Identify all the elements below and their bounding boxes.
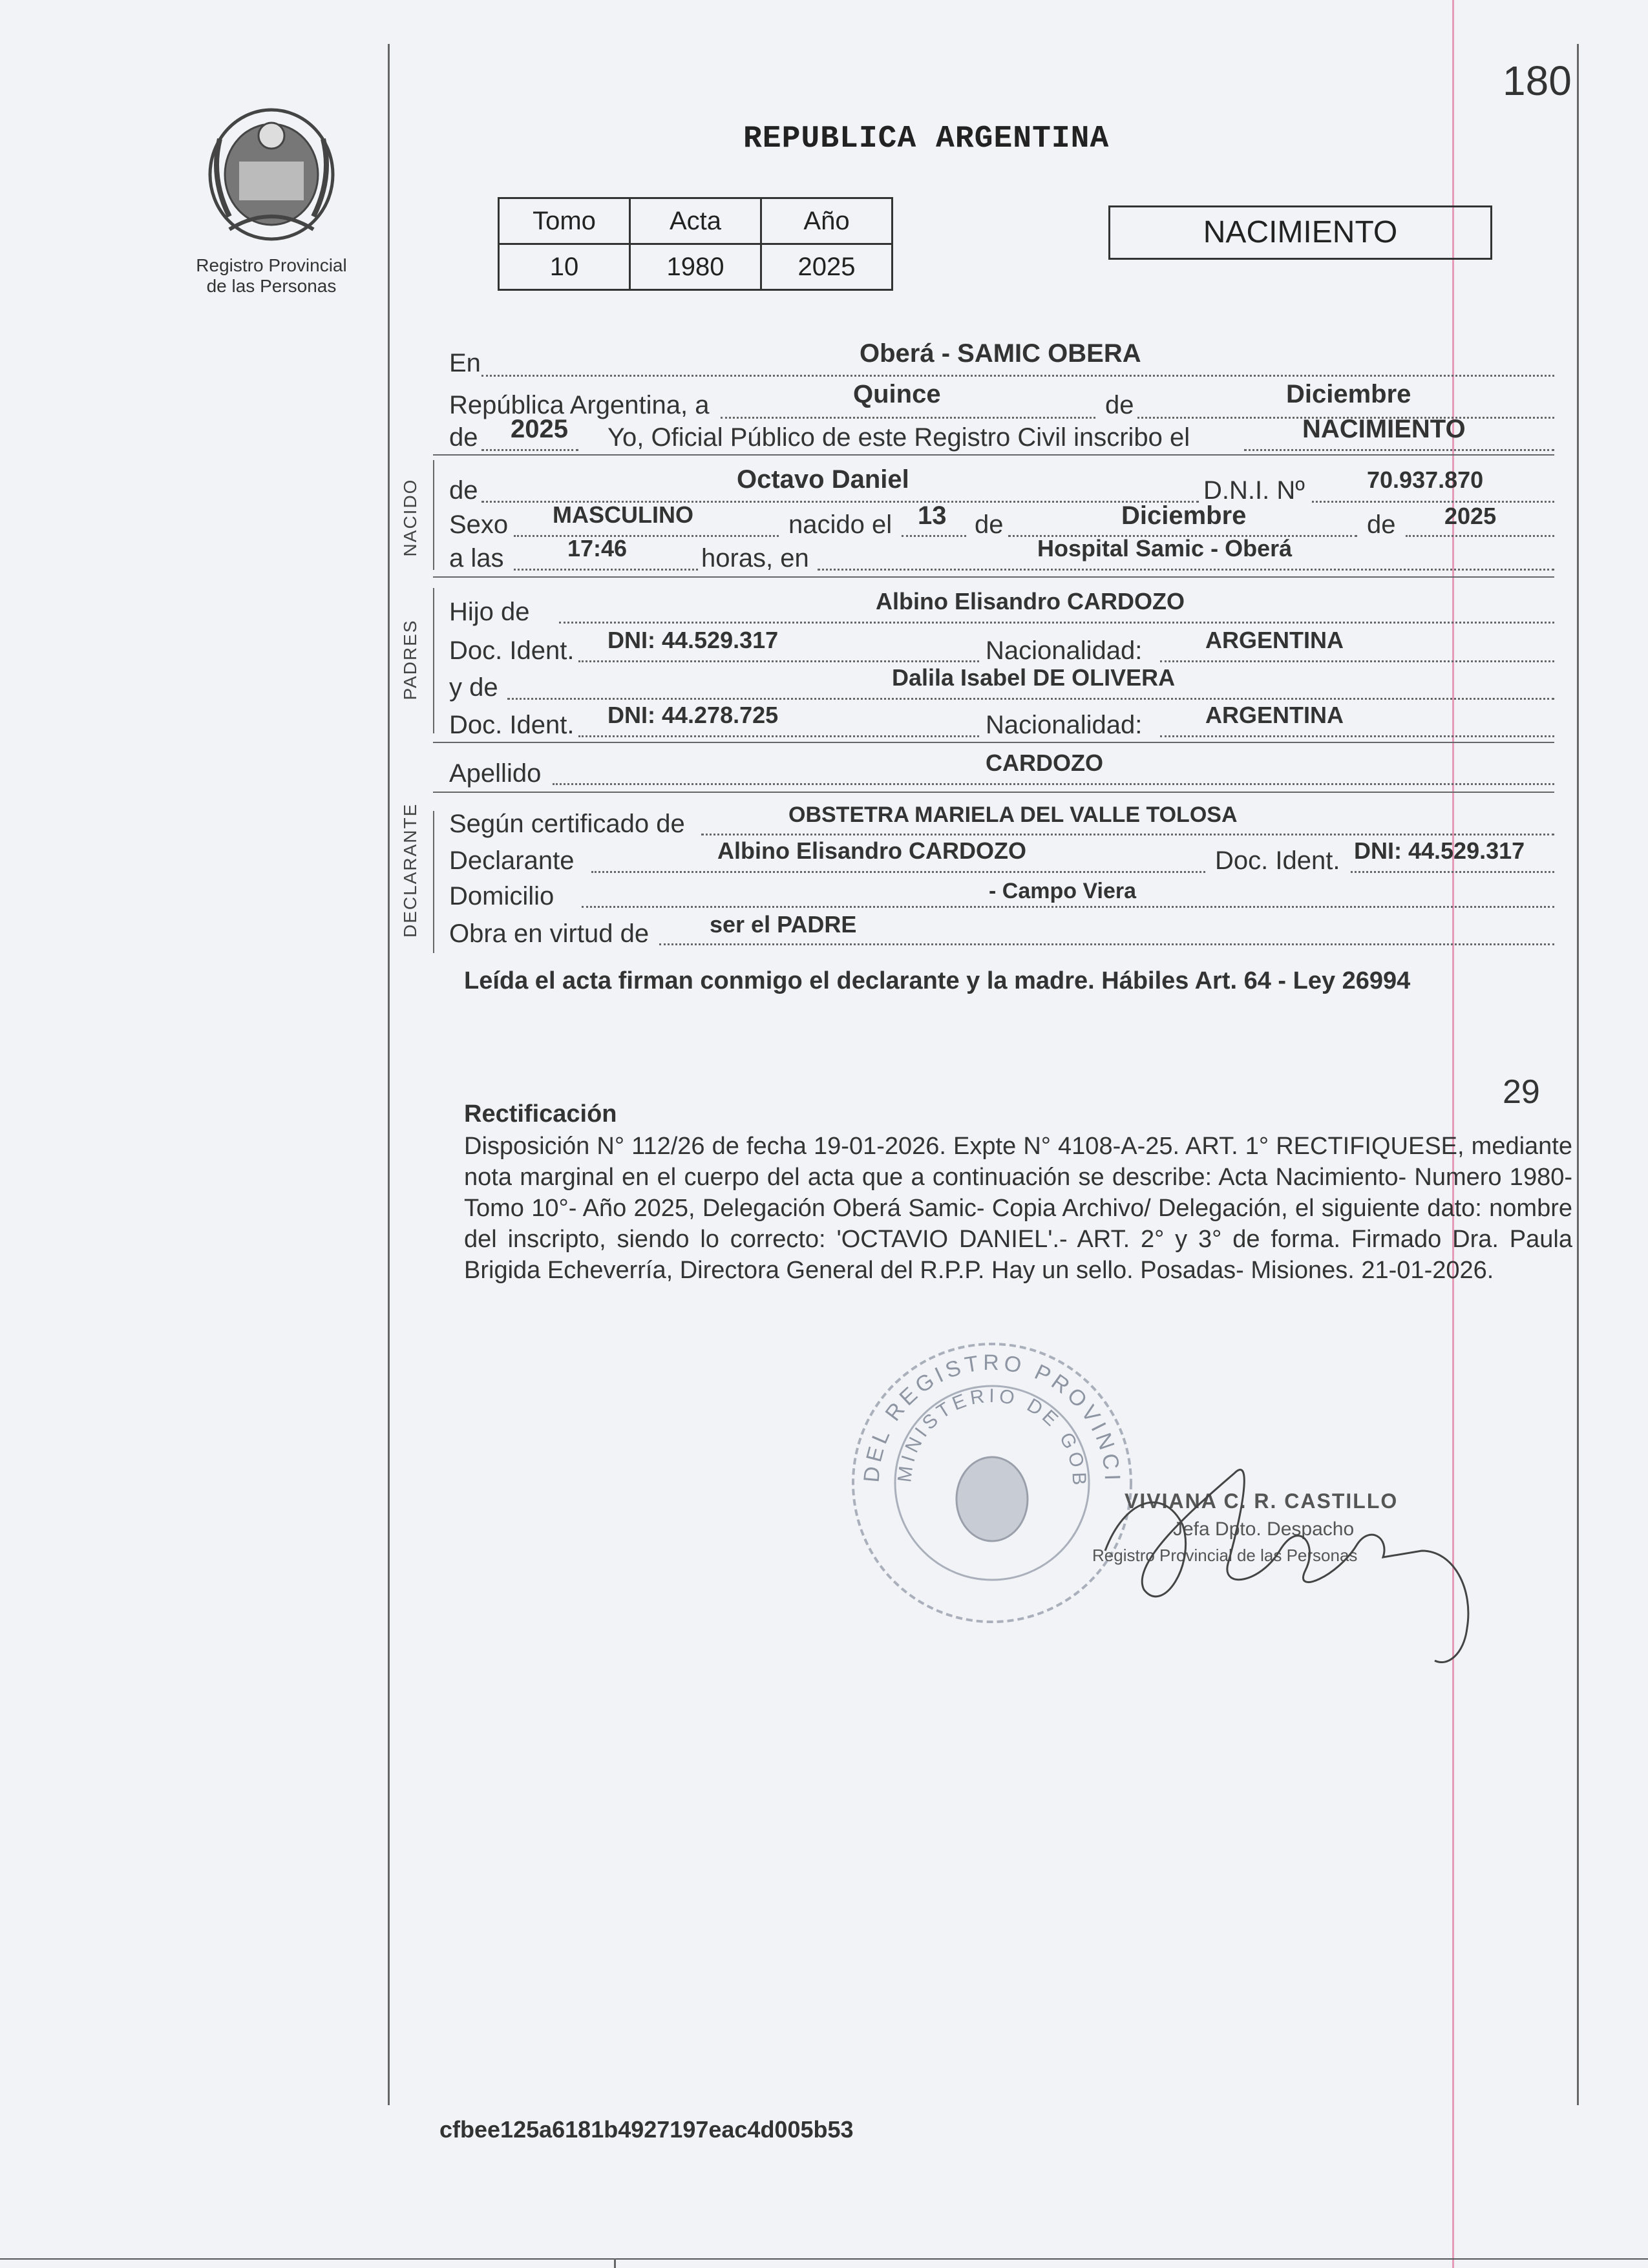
document-title: REPUBLICA ARGENTINA: [743, 121, 1110, 156]
label-doc-ident-padre: Doc. Ident.: [449, 636, 575, 665]
value-nombre: Octavo Daniel: [737, 465, 909, 494]
label-en: En: [449, 349, 481, 377]
signer-name: VIVIANA C. R. CASTILLO: [1125, 1489, 1399, 1513]
acta-type-box: NACIMIENTO: [1108, 205, 1492, 260]
value-apellido: CARDOZO: [986, 750, 1103, 776]
label-nacido-el: nacido el: [788, 510, 893, 539]
label-a-las: a las: [449, 544, 504, 572]
bottom-edge-tick: [614, 2258, 616, 2268]
label-obra-en-virtud: Obra en virtud de: [449, 919, 650, 948]
separator-1: [433, 454, 1554, 456]
separator-4: [433, 792, 1554, 793]
acta-value-anio: 2025: [761, 244, 893, 290]
value-mes: Diciembre: [1286, 380, 1411, 408]
value-sexo: MASCULINO: [553, 501, 693, 528]
acta-value-acta: 1980: [630, 244, 761, 290]
separator-3: [433, 742, 1554, 743]
closing-text: Leída el acta firman conmigo el declarante y la madre. Hábiles Art. 64 - Ley 26994: [464, 967, 1411, 994]
acta-header-tomo: Tomo: [499, 198, 630, 244]
page-number: 180: [1503, 58, 1572, 104]
value-padre: Albino Elisandro CARDOZO: [876, 588, 1185, 614]
logo-caption: [174, 255, 368, 297]
value-anio-nacimiento: 2025: [1444, 503, 1497, 529]
label-nacionalidad-madre: Nacionalidad:: [986, 711, 1143, 739]
label-domicilio: Domicilio: [449, 882, 555, 910]
separator-2: [433, 576, 1554, 578]
value-padre-nacionalidad: ARGENTINA: [1205, 627, 1344, 653]
section-label-padres: PADRES: [400, 619, 420, 700]
label-doc-ident-madre: Doc. Ident.: [449, 711, 575, 739]
left-frame-line: [388, 44, 390, 2105]
label-doc-ident-declarante: Doc. Ident.: [1215, 846, 1340, 875]
value-obra-en-virtud: ser el PADRE: [710, 911, 857, 938]
right-frame-line: [1577, 44, 1579, 2105]
value-dia-nacimiento: 13: [918, 501, 947, 530]
document-hash: cfbee125a6181b4927197eac4d005b53: [439, 2116, 854, 2143]
value-tipo-inscripcion: NACIMIENTO: [1302, 415, 1466, 443]
label-inscribo: Yo, Oficial Público de este Registro Civil inscribo el: [607, 423, 1190, 452]
signer-title: Jefa Dpto. Despacho: [1173, 1518, 1355, 1540]
label-dni-no: D.N.I. Nº: [1203, 476, 1305, 505]
value-declarante: Albino Elisandro CARDOZO: [717, 837, 1027, 864]
rectificacion-title: Rectificación: [464, 1100, 617, 1128]
label-de3: de: [1367, 510, 1396, 539]
label-de-prefix: de: [449, 423, 478, 452]
label-declarante: Declarante: [449, 846, 575, 875]
value-mes-nacimiento: Diciembre: [1121, 501, 1247, 530]
value-madre: Dalila Isabel DE OLIVERA: [892, 664, 1176, 691]
value-anio: 2025: [511, 415, 568, 443]
acta-value-tomo: 10: [499, 244, 630, 290]
label-de-nombre: de: [449, 476, 478, 505]
label-apellido: Apellido: [449, 759, 542, 788]
stamp-seal-text: DEL REGISTRO PROVINCI: [859, 1350, 1125, 1485]
padres-bracket: [433, 588, 434, 733]
label-de: de: [1105, 391, 1134, 419]
signer-org: Registro Provincial de las Personas: [1092, 1546, 1358, 1565]
value-madre-nacionalidad: ARGENTINA: [1205, 702, 1344, 728]
value-lugar-nacimiento: Hospital Samic - Oberá: [1037, 535, 1293, 562]
value-declarante-doc: DNI: 44.529.317: [1354, 837, 1525, 864]
value-domicilio: - Campo Viera: [989, 879, 1137, 903]
label-sexo: Sexo: [449, 510, 509, 539]
province-seal-logo: [191, 100, 352, 255]
rectificacion-body: Disposición N° 112/26 de fecha 19-01-2026. Expte N° 4108-A-25. ART. 1° RECTIFIQUESE, mediante nota marginal en el cuerpo del acta que a continuación se describe: Acta Nacimiento- Numero 1980- Tomo 10°- Año 2025, Delegación Oberá Samic- Copia Archivo/ Delegación, el siguiente dato: nombre del inscripto, siendo lo correcto: 'OCTAVIO DANIEL'.- ART. 2° y 3° de forma. Firmado Dra. Paula Brigida Echeverría, Directora General del R.P.P. Hay un sello. Posadas- Misiones. 21-01-2026.: [464, 1133, 1572, 1284]
logo-caption-line1: Registro Provincial: [196, 255, 347, 275]
value-madre-doc: DNI: 44.278.725: [607, 702, 779, 728]
nacido-bracket: [433, 460, 434, 570]
acta-table: [498, 197, 893, 291]
label-horas-en: horas, en: [701, 544, 809, 572]
handwritten-signature: [1086, 1422, 1499, 1680]
value-hora: 17:46: [567, 535, 628, 562]
rectificacion-number: 29: [1503, 1073, 1540, 1111]
label-hijo-de: Hijo de: [449, 598, 530, 626]
value-certificado: OBSTETRA MARIELA DEL VALLE TOLOSA: [788, 803, 1238, 827]
value-dni: 70.937.870: [1367, 467, 1484, 493]
section-label-declarante: DECLARANTE: [400, 803, 420, 938]
value-dia-letras: Quince: [853, 380, 941, 408]
label-republica: República Argentina, a: [449, 391, 710, 419]
label-nacionalidad-padre: Nacionalidad:: [986, 636, 1143, 665]
stamp-seal-inner-text: MINISTERIO DE GOB: [894, 1385, 1090, 1489]
section-label-nacido: NACIDO: [400, 478, 420, 557]
label-segun-certificado: Según certificado de: [449, 810, 685, 838]
acta-header-anio: Año: [761, 198, 893, 244]
declarante-bracket: [433, 811, 434, 953]
value-lugar: Oberá - SAMIC OBERA: [860, 339, 1141, 368]
logo-caption-line2: de las Personas: [206, 276, 337, 296]
value-padre-doc: DNI: 44.529.317: [607, 627, 779, 653]
label-y-de: y de: [449, 673, 498, 702]
acta-header-acta: Acta: [630, 198, 761, 244]
bottom-edge-line: [0, 2258, 1648, 2260]
label-de2: de: [975, 510, 1004, 539]
